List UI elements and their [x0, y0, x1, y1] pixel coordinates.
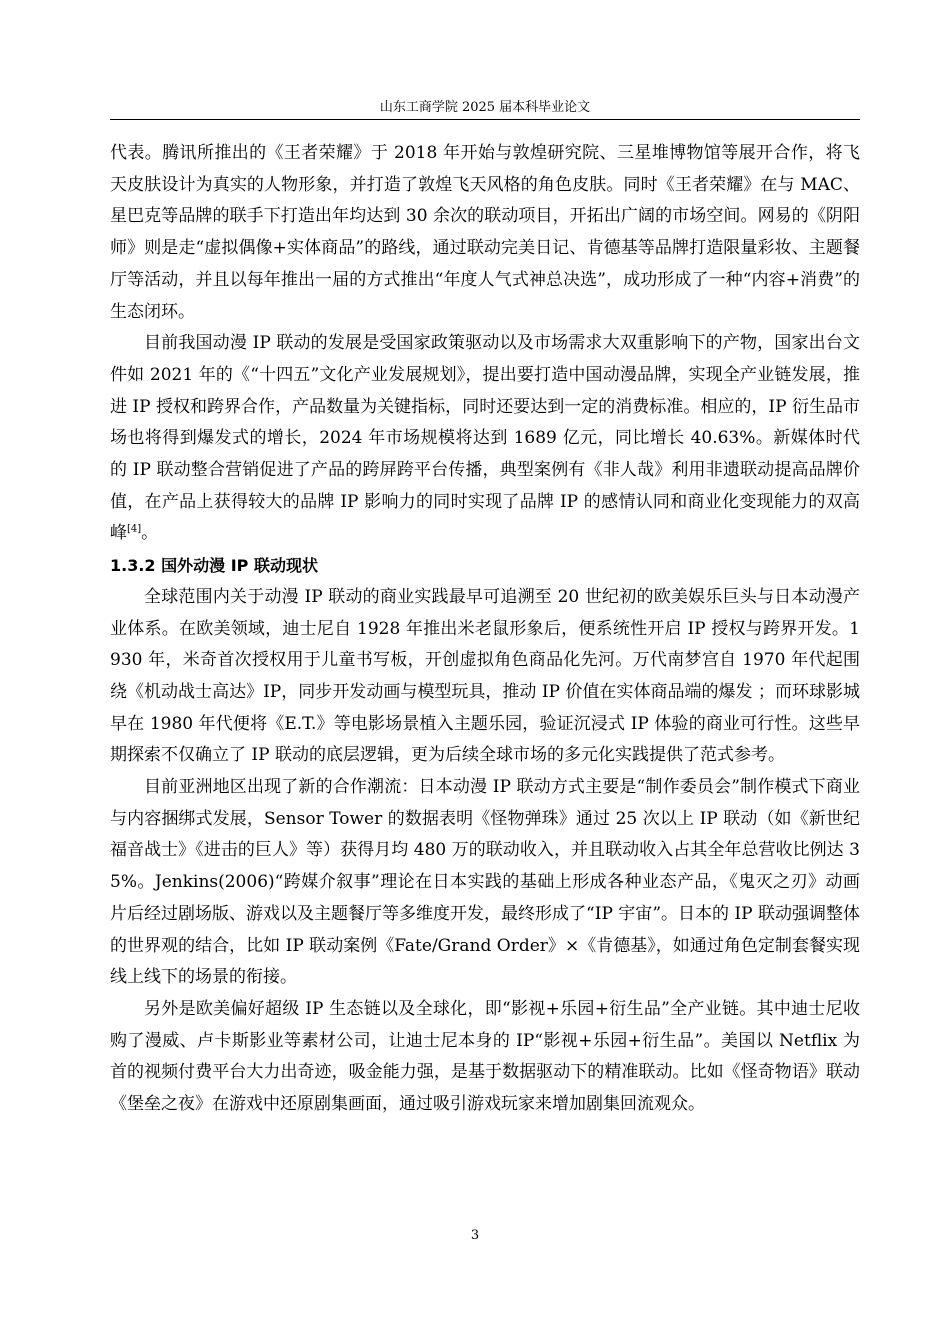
page-number: 3: [470, 1228, 480, 1243]
paragraph-western-ecosystem: 另外是欧美偏好超级 IP 生态链以及全球化，即“影视+乐园+衍生品”全产业链。其中迪士尼收购了漫威、卢卡斯影业等素材公司，让迪士尼本身的 IP“影视+乐园+衍生品”。美国以 Netflix 为首的视频付费平台大力出奇迹，吸金能力强，是基于数据驱动下的精准联动。比如《怪奇物语》联动《堡垒之夜》在游戏中还原剧集画面，通过吸引游戏玩家来增加剧集回流观众。: [110, 998, 860, 1115]
paragraph-domestic-cases: 代表。腾讯所推出的《王者荣耀》于 2018 年开始与敦煌研究院、三星堆博物馆等展开合作，将飞天皮肤设计为真实的人物形象，并打造了敦煌飞天风格的角色皮肤。同时《王者荣耀》在与 MAC、星巴克等品牌的联手下打造出年均达到 30 余次的联动项目，开拓出广阔的市场空间。网易的《阴阳师》则是走“虚拟偶像+实体商品”的路线，通过联动完美日记、肯德基等品牌打造限量彩妆、主题餐厅等活动，并且以每年推出一届的方式推出“年度人气式神总决选”，成功形成了一种“内容+消费”的生态闭环。: [110, 143, 860, 322]
paragraph-domestic-policy-text: 目前我国动漫 IP 联动的发展是受国家政策驱动以及市场需求大双重影响下的产物，国家出台文件如 2021 年的《“十四五”文化产业发展规划》，提出要打造中国动漫品牌，实现全产业链发展，推进 IP 授权和跨界合作，产品数量为关键指标，同时还要达到一定的消费标准。相应的，IP 衍生品市场也将得到爆发式的增长，2024 年市场规模将达到 1689 亿元，同比增长 40.63%。新媒体时代的 IP 联动整合营销促进了产品的跨屏跨平台传播，典型案例有《非人哉》利用非遗联动提高品牌价值，在产品上获得较大的品牌 IP 影响力的同时实现了品牌 IP 的感情认同和商业化变现能力的双高峰: [110, 333, 860, 544]
paragraph-global-history: 全球范围内关于动漫 IP 联动的商业实践最早可追溯至 20 世纪初的欧美娱乐巨头与日本动漫产业体系。在欧美领域，迪士尼自 1928 年推出米老鼠形象后，便系统性开启 IP 授权与跨界开发。1930 年，米奇首次授权用于儿童书写板，开创虚拟角色商品化先河。万代南梦宫自 1970 年代起围绕《机动战士高达》IP，同步开发动画与模型玩具，推动 IP 价值在实体商品端的爆发 ；而环球影城早在 1980 年代便将《E.T.》等电影场景植入主题乐园，验证沉浸式 IP 体验的商业可行性。这些早期探索不仅确立了 IP 联动的底层逻辑，更为后续全球市场的多元化实践提供了范式参考。: [110, 586, 860, 766]
paragraph-asia-trends: 目前亚洲地区出现了新的合作潮流：日本动漫 IP 联动方式主要是“制作委员会”制作模式下商业与内容捆绑式发展，Sensor Tower 的数据表明《怪物弹珠》通过 25 次以上 IP 联动（如《新世纪福音战士》《进击的巨人》等）获得月均 480 万的联动收入，并且联动收入占其全年总营收比例达 35%。Jenkins(2006)“跨媒介叙事”理论在日本实践的基础上形成各种业态产品，《鬼灭之刃》动画片后经过剧场版、游戏以及主题餐厅等多维度开发，最终形成了“IP 宇宙”。日本的 IP 联动强调整体的世界观的结合，比如 IP 联动案例《Fate/Grand Order》×《肯德基》，如通过角色定制套餐实现线上线下的场景的衔接。: [110, 777, 860, 988]
section-heading: 1.3.2 国外动漫 IP 联动现状: [110, 556, 318, 576]
paragraph-domestic-policy-end: 。: [141, 523, 159, 544]
page-header: 山东工商学院 2025 届本科毕业论文: [379, 100, 591, 115]
paragraph-domestic-policy: [110, 328, 860, 550]
citation-marker: [4]: [127, 523, 142, 535]
page-body: [110, 138, 860, 1121]
header-rule: [110, 119, 860, 120]
